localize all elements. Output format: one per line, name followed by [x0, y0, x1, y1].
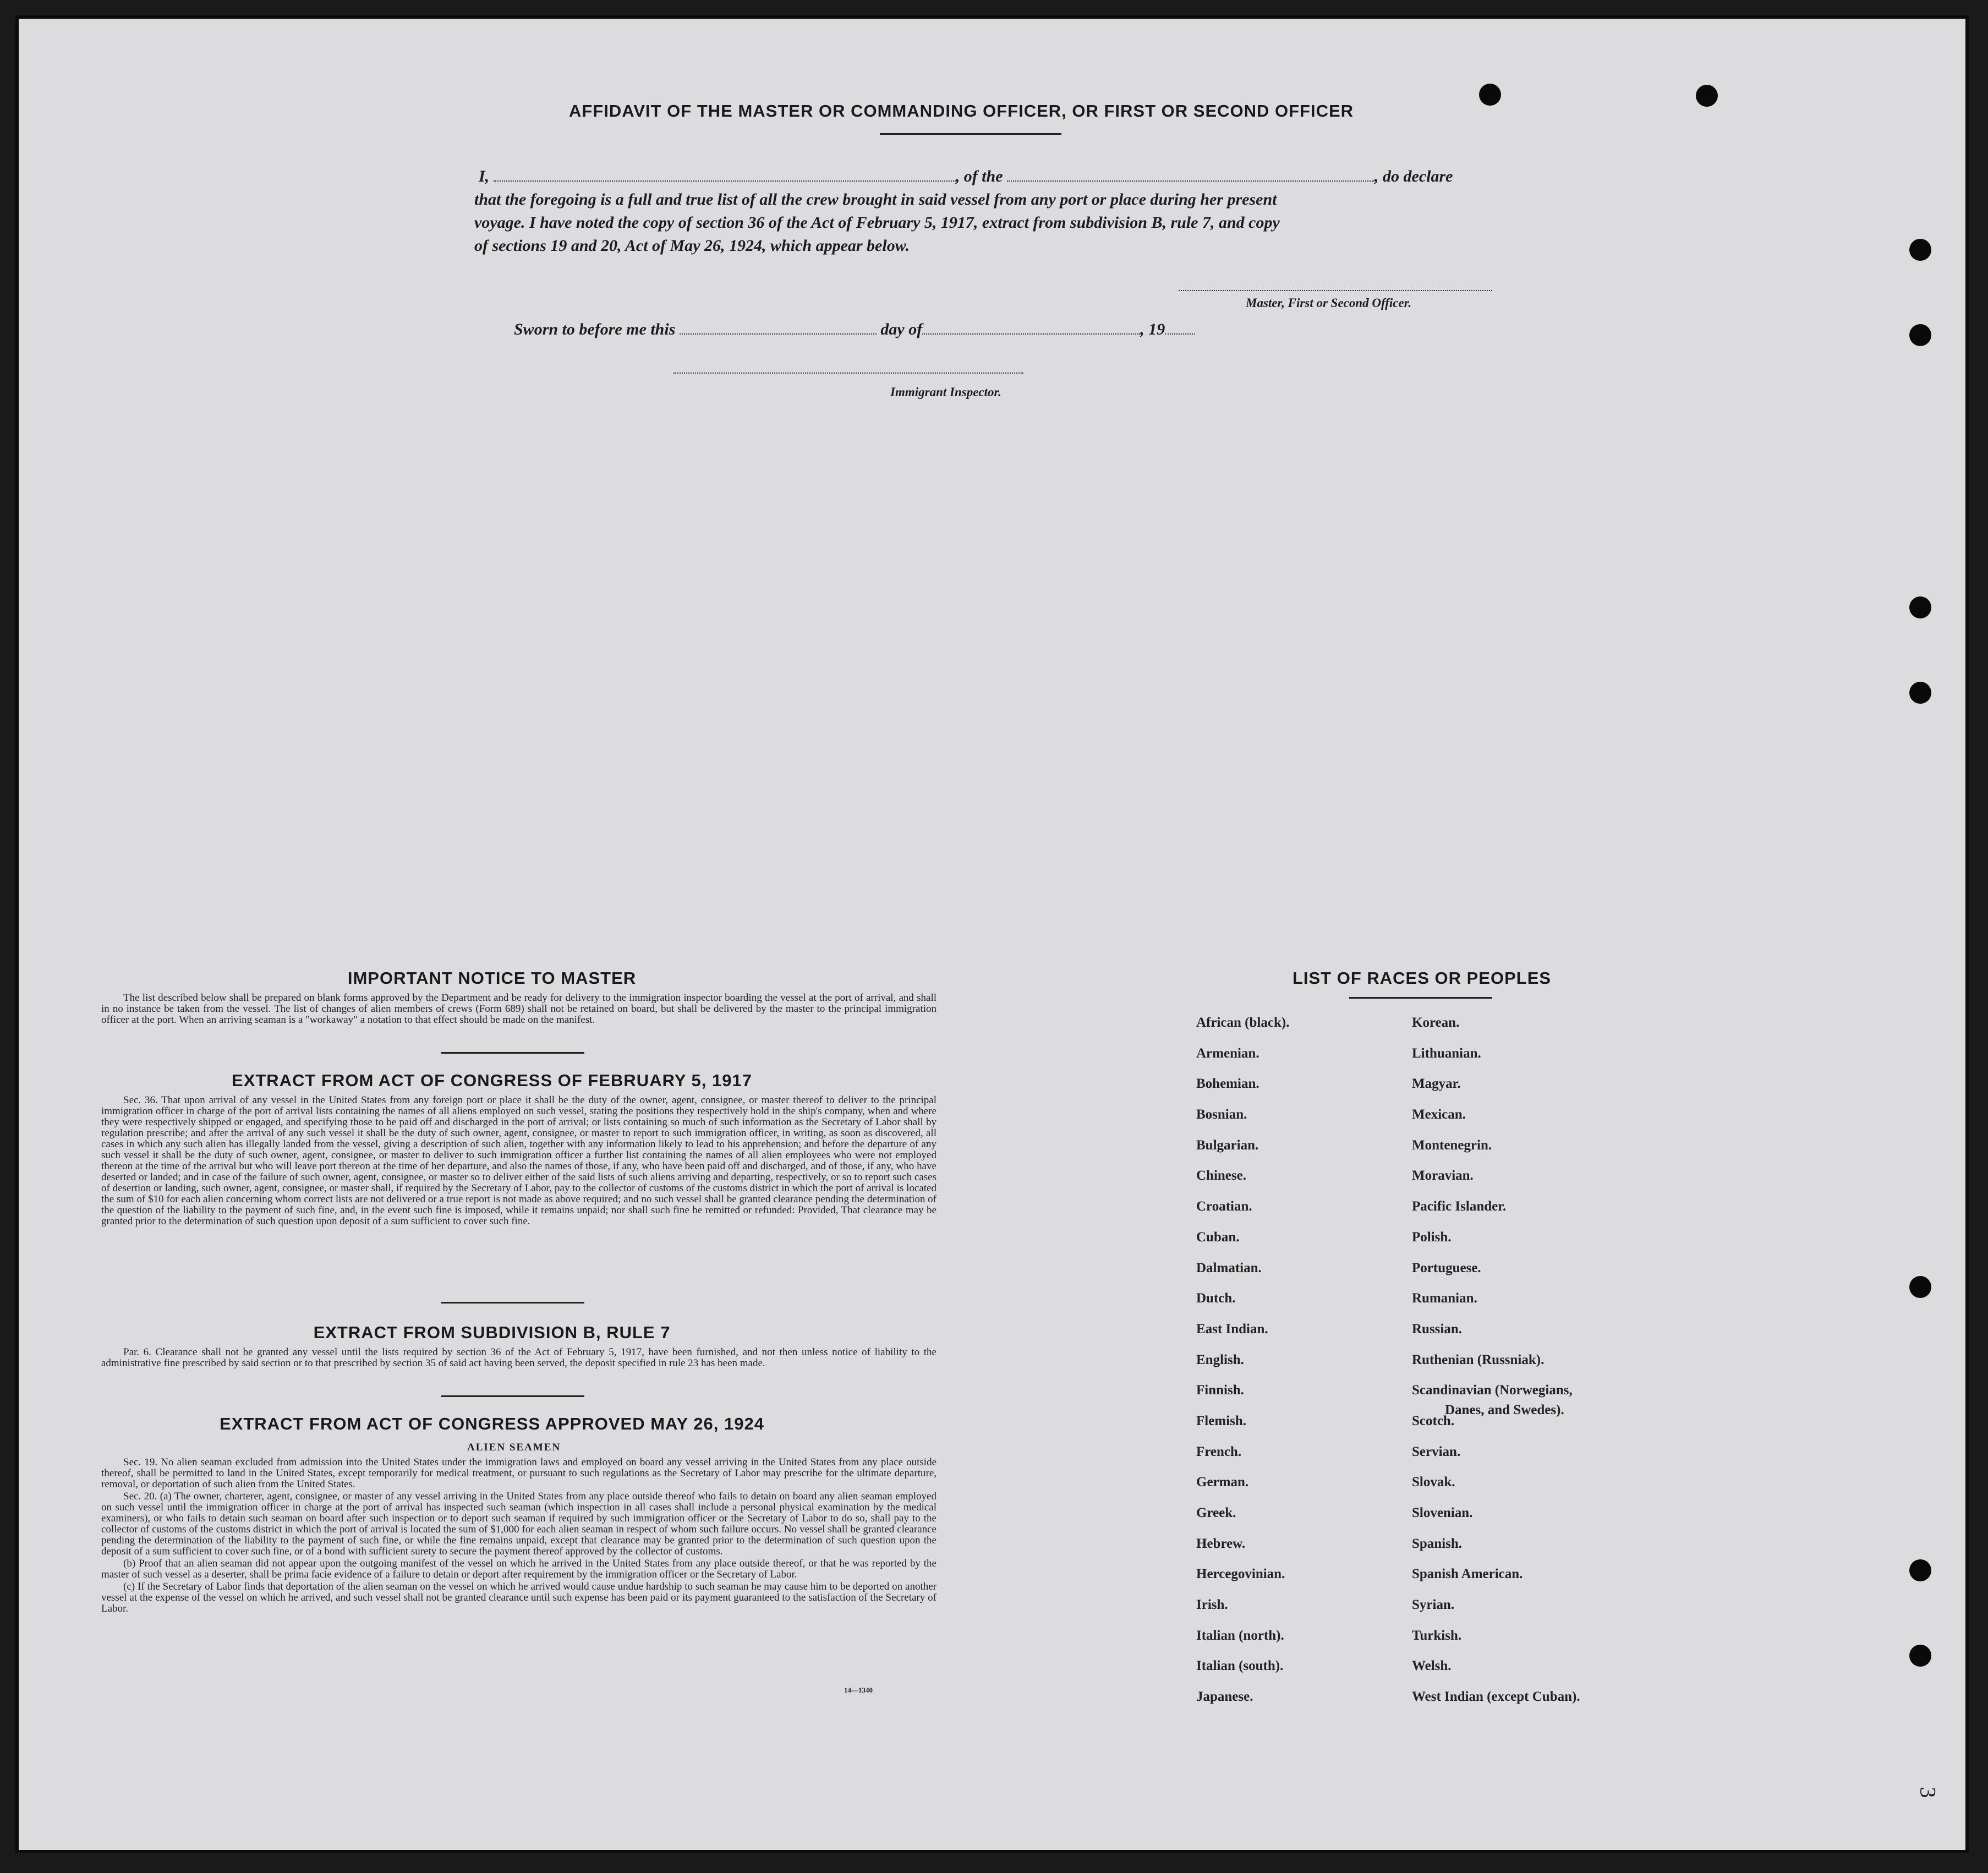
race-item: English. [1196, 1352, 1244, 1367]
extract-1924-title: EXTRACT FROM ACT OF CONGRESS APPROVED MAY 26, 1924 [220, 1414, 764, 1433]
section-20a-paragraph: Sec. 20. (a) The owner, charterer, agent, consignee, or master of any vessel arriving in the United States from any place outside thereof who fails to detain on board any alien seaman employed on such vessel until the immigration officer in charge at the port of arrival has inspected such seaman (which inspection in all cases shall include a personal physical examination by the medical examiners), or who fails to detain such seaman on board after such inspection or to deport such seaman if required by such immigration officer or the Secretary of Labor to do so, shall pay to the collector of customs of the customs district in which the port of arrival is located the sum of $1,000 for each alien seaman in respect of whom such failure occurs. No vessel shall be granted clearance pending the determination of the liability to the payment of such fine, or while the fine remains unpaid, except that clearance may be granted prior to the determination of such question upon the deposit of a sum sufficient to cover such fine, or of a bond with sufficient surety to secure the payment thereof approved by the collector of customs. [101, 1491, 937, 1557]
race-item: Bosnian. [1196, 1107, 1247, 1122]
sworn-line [514, 320, 1195, 339]
race-item: Korean. [1412, 1015, 1460, 1030]
master-signature-line [1179, 289, 1492, 291]
race-item: Servian. [1412, 1444, 1461, 1459]
punch-hole [1909, 596, 1931, 618]
race-item: West Indian (except Cuban). [1412, 1689, 1580, 1705]
section-19-paragraph: Sec. 19. No alien seaman excluded from admission into the United States under the immigration laws and employed on board any vessel arriving in the United States from any place outside thereof, shall be permitted to land in the United States, except temporarily for medical treatment, or pursuant to such regulations as the Secretary of Labor may prescribe for the ultimate departure, removal, or deportation of such alien from the United States. [101, 1456, 937, 1490]
race-item: Portuguese. [1412, 1260, 1481, 1275]
race-item: Mexican. [1412, 1107, 1466, 1122]
race-item: Slovak. [1412, 1475, 1455, 1490]
punch-hole [1696, 85, 1718, 107]
race-item: Spanish American. [1412, 1567, 1523, 1582]
affidavit-line-3: voyage. I have noted the copy of section 36 of the Act of February 5, 1917, extract from subdivision B, rule 7, and copy [474, 213, 1280, 232]
inspector-label: Immigrant Inspector. [890, 385, 1001, 399]
extract-1917-text [101, 1095, 937, 1228]
punch-hole [1909, 1645, 1931, 1667]
race-item: Hercegovinian. [1196, 1567, 1285, 1582]
race-item: Moravian. [1412, 1168, 1474, 1184]
race-item: East Indian. [1196, 1321, 1268, 1337]
divider [1349, 997, 1492, 999]
race-item: French. [1196, 1444, 1242, 1459]
affidavit-title: AFFIDAVIT OF THE MASTER OR COMMANDING OFFICER, OR FIRST OR SECOND OFFICER [569, 101, 1354, 121]
extract-1924-text [101, 1457, 937, 1615]
race-item: Ruthenian (Russniak). [1412, 1352, 1545, 1367]
document-page [15, 15, 1969, 1853]
race-item: African (black). [1196, 1015, 1290, 1030]
extract-1917-title: EXTRACT FROM ACT OF CONGRESS OF FEBRUARY 5, 1917 [232, 1071, 752, 1090]
sworn-month-blank [922, 333, 1140, 335]
affidavit-text-i: I, [479, 167, 490, 185]
race-item: Irish. [1196, 1597, 1228, 1613]
race-item: Spanish. [1412, 1536, 1463, 1551]
race-item-continuation [1445, 1403, 1564, 1434]
page-mark: 3 [1915, 1787, 1941, 1798]
race-item: Cuban. [1196, 1229, 1240, 1245]
race-item: Dutch. [1196, 1291, 1236, 1306]
divider [441, 1302, 584, 1304]
vessel-blank [1007, 180, 1374, 182]
race-item: Polish. [1412, 1229, 1452, 1245]
race-item: Flemish. [1196, 1413, 1246, 1428]
master-signature-label: Master, First or Second Officer. [1246, 296, 1412, 310]
divider [880, 133, 1061, 135]
race-item: Finnish. [1196, 1383, 1244, 1398]
race-item: Armenian. [1196, 1045, 1259, 1061]
name-blank [494, 180, 956, 182]
race-item: Pacific Islander. [1412, 1199, 1507, 1214]
sworn-text: Sworn to before me this [514, 320, 676, 338]
race-item: Scotch. [1412, 1413, 1455, 1428]
race-item: Bohemian. [1196, 1076, 1259, 1092]
affidavit-text-declare: , do declare [1374, 167, 1453, 185]
race-item: Greek. [1196, 1505, 1236, 1520]
punch-hole [1909, 682, 1931, 704]
divider [441, 1395, 584, 1397]
race-item: Dalmatian. [1196, 1260, 1262, 1275]
scandinavian-continued: Danes, and Swedes). [1445, 1403, 1564, 1417]
punch-hole [1909, 1559, 1931, 1581]
race-item: Japanese. [1196, 1689, 1253, 1705]
race-item: Montenegrin. [1412, 1137, 1492, 1153]
races-title: LIST OF RACES OR PEOPLES [1292, 968, 1552, 988]
section-20b-paragraph: (b) Proof that an alien seaman did not appear upon the outgoing manifest of the vessel on which he arrived in the United States from any place outside thereof, or that he was reported by the master of such vessel as a deserter, shall be prima facie evidence of a failure to detain or deport after requirement by the immigration officer or the Secretary of Labor. [101, 1558, 937, 1580]
divider [441, 1052, 584, 1054]
extract-rule7-text [101, 1347, 937, 1370]
race-item: German. [1196, 1475, 1249, 1490]
affidavit-line-2: that the foregoing is a full and true list of all the crew brought in said vessel from any port or place during her present [474, 190, 1277, 209]
notice-paragraph: The list described below shall be prepared on blank forms approved by the Department and be ready for delivery to the immigration inspector boarding the vessel at the port of arrival, and shall in no instance be taken from the vessel. The list of changes of alien members of crews (Form 689) shall not be retained on board, but shall be delivered by the master to the principal immigration officer at the port. When an arriving seaman is a "workaway" a notation to that effect should be made on the manifest. [101, 992, 937, 1026]
inspector-signature-line [673, 372, 1023, 374]
paragraph-6: Par. 6. Clearance shall not be granted any vessel until the lists required by section 36 of the Act of February 5, 1917, have been furnished, and not then unless notice of liability to the administrative fine prescribed by said section or to that prescribed by section 35 of said act having been served, the deposit specified in rule 23 has been made. [101, 1346, 937, 1369]
race-item: Croatian. [1196, 1199, 1252, 1214]
races-left-column [1196, 1016, 1289, 1721]
alien-seamen-subtitle: ALIEN SEAMEN [467, 1442, 561, 1453]
punch-hole [1909, 324, 1931, 346]
affidavit-line-4: of sections 19 and 20, Act of May 26, 1924, which appear below. [474, 237, 910, 255]
sworn-year-blank [1165, 333, 1195, 335]
notice-title: IMPORTANT NOTICE TO MASTER [347, 968, 637, 988]
sworn-day-blank [680, 333, 877, 335]
race-item: Chinese. [1196, 1168, 1246, 1184]
affidavit-text-of-the: , of the [955, 167, 1003, 185]
race-item: Lithuanian. [1412, 1045, 1481, 1061]
punch-hole [1909, 1276, 1931, 1298]
race-item: Magyar. [1412, 1076, 1461, 1092]
race-item: Welsh. [1412, 1658, 1452, 1674]
section-20c-paragraph: (c) If the Secretary of Labor finds that deportation of the alien seaman on the vessel on which he arrived would cause undue hardship to such seaman he may cause him to be deported on another vessel at the expense of the vessel on which he arrived, and such vessel shall not be granted clearance until such expense has been paid or its payment guaranteed to the satisfaction of the Secretary of Labor. [101, 1581, 937, 1614]
form-number: 14—1340 [844, 1686, 873, 1694]
race-item: Hebrew. [1196, 1536, 1246, 1551]
race-item: Italian (north). [1196, 1628, 1284, 1643]
notice-text [101, 993, 937, 1027]
section-36-paragraph: Sec. 36. That upon arrival of any vessel in the United States from any foreign port or place it shall be the duty of the owner, agent, consignee, or master thereof to deliver to the principal immigration officer in charge of the port of arrival lists containing the names of all aliens employed on such vessel, stating the positions they respectively hold in the ship's company, when and where they were respectively shipped or engaged, and specifying those to be paid off and discharged in the port of arrival; or lists containing so much of such information as the Secretary of Labor shall by regulation prescribe; and after the arrival of any such vessel it shall be the duty of such owner, agent, consignee, or master to report to such immigration officer, in writing, as soon as discovered, all cases in which any such alien has illegally landed from the vessel, giving a description of such alien, together with any information likely to lead to his apprehension; and before the departure of any such vessel it shall be the duty of such owner, agent, consignee, or master to deliver to such immigration officer a further list containing the names of all alien employees who were not employed thereon at the time of the arrival but who will leave port thereon at the time of her departure, and also the names of those, if any, who have been paid off and discharged, and of those, if any, who have deserted or landed; and in case of the failure of such owner, agent, consignee, or master so to deliver either of the said lists of such aliens arriving and departing, respectively, or so to report such cases of desertion or landing, such owner, agent, consignee, or master shall, if required by the Secretary of Labor, pay to the collector of customs of the customs district in which the port of arrival is located the sum of $10 for each alien concerning whom correct lists are not delivered or a true report is not made as above required; and no such vessel shall be granted clearance pending the determination of the question of the liability to the payment of such fine, and, in the event such fine is imposed, while it remains unpaid; nor shall such fine be remitted or refunded: Provided, That clearance may be granted prior to the determination of such question upon deposit of a sum sufficient to cover such fine. [101, 1094, 937, 1227]
race-item: Rumanian. [1412, 1291, 1477, 1306]
race-item: Slovenian. [1412, 1505, 1473, 1520]
race-item: Russian. [1412, 1321, 1463, 1337]
race-item: Syrian. [1412, 1597, 1455, 1613]
race-item: Scandinavian (Norwegians, [1412, 1383, 1573, 1398]
affidavit-line-1 [479, 167, 1453, 186]
punch-hole [1909, 239, 1931, 261]
extract-rule7-title: EXTRACT FROM SUBDIVISION B, RULE 7 [313, 1323, 671, 1342]
race-item: Italian (south). [1196, 1658, 1284, 1674]
punch-hole [1479, 84, 1501, 106]
race-item: Bulgarian. [1196, 1137, 1259, 1153]
race-item: Turkish. [1412, 1628, 1462, 1643]
sworn-year: , 19 [1140, 320, 1165, 338]
races-right-column [1412, 1016, 1580, 1721]
sworn-day-of: day of [880, 320, 923, 338]
